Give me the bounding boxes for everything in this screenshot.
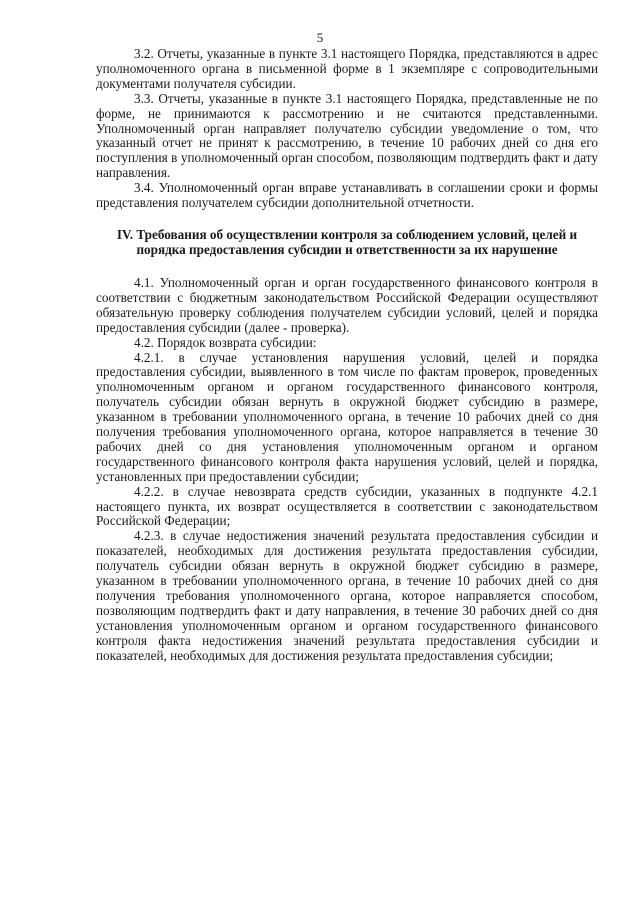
section-heading: IV. Требования об осуществлении контроля за соблюдением условий, целей и порядка предоставления субсидии и ответственности за их нарушение: [116, 226, 578, 258]
paragraph-4-2-2: 4.2.2. в случае невозврата средств субсидии, указанных в подпункте 4.2.1 настоящего пункта, их возврат осуществляется в соответствии с законодательством Российской Федерации;: [96, 483, 598, 529]
paragraph-3-4: 3.4. Уполномоченный орган вправе устанавливать в соглашении сроки и формы представления получателем субсидии дополнительной отчетности.: [96, 180, 598, 211]
paragraph-4-2-3: 4.2.3. в случае недостижения значений результата предоставления субсидии и показателей, необходимых для достижения результата предоставления субсидии, получатель субсидии обязан вернуть в окружной бюджет субсидию в размере, указанном в требовании уполномоченного органа, в течение 10 рабочих дней со дня получения требования уполномоченного органа, которое направляется способом, позволяющим подтвердить факт и дату направления, в течение 30 рабочих дней со дня установления уполномоченным органом и органом государственного финансового контроля факта недостижения значений результата предоставления субсидии и показателей, необходимых для достижения результата предоставления субсидии;: [96, 528, 598, 663]
paragraph-4-1: 4.1. Уполномоченный орган и орган государственного финансового контроля в соответствии с бюджетным законодательством Российской Федерации осуществляют обязательную проверку соблюдения получателем субсидии условий, целей и порядка предоставления субсидии (далее - проверка).: [96, 274, 598, 335]
paragraph-4-2-1: 4.2.1. в случае установления нарушения условий, целей и порядка предоставления субсидии, выявленного в том числе по фактам проверок, проведенных уполномоченным органом и органом государственного финансового контроля, получатель субсидии обязан вернуть в окружной бюджет субсидию в размере, указанном в требовании уполномоченного органа, в течение 10 рабочих дней со дня получения требования уполномоченного органа, которое направляется в течение 30 рабочих дней со дня установления уполномоченным органом и органом государственного финансового контроля факта нарушения условий, целей и порядка, установленных при предоставлении субсидии;: [96, 349, 598, 484]
page-number: 5: [316, 30, 324, 45]
paragraph-3-3: 3.3. Отчеты, указанные в пункте 3.1 настоящего Порядка, представленные не по форме, не принимаются к рассмотрению и не считаются представленными. Уполномоченный орган направляет получателю субсидии уведомление о том, что указанный отчет не принят к рассмотрению, в течение 10 рабочих дней со дня его поступления в уполномоченный орган способом, позволяющим подтвердить факт и дату направления.: [96, 90, 598, 181]
paragraph-4-2: 4.2. Порядок возврата субсидии:: [134, 334, 317, 350]
paragraph-3-2: 3.2. Отчеты, указанные в пункте 3.1 настоящего Порядка, представляются в адрес уполномоченного органа в письменной форме в 1 экземпляре с сопроводительными документами получателя субсидии.: [96, 46, 598, 91]
spacer: [96, 211, 598, 227]
spacer: [96, 258, 598, 276]
document-body: [96, 47, 598, 664]
